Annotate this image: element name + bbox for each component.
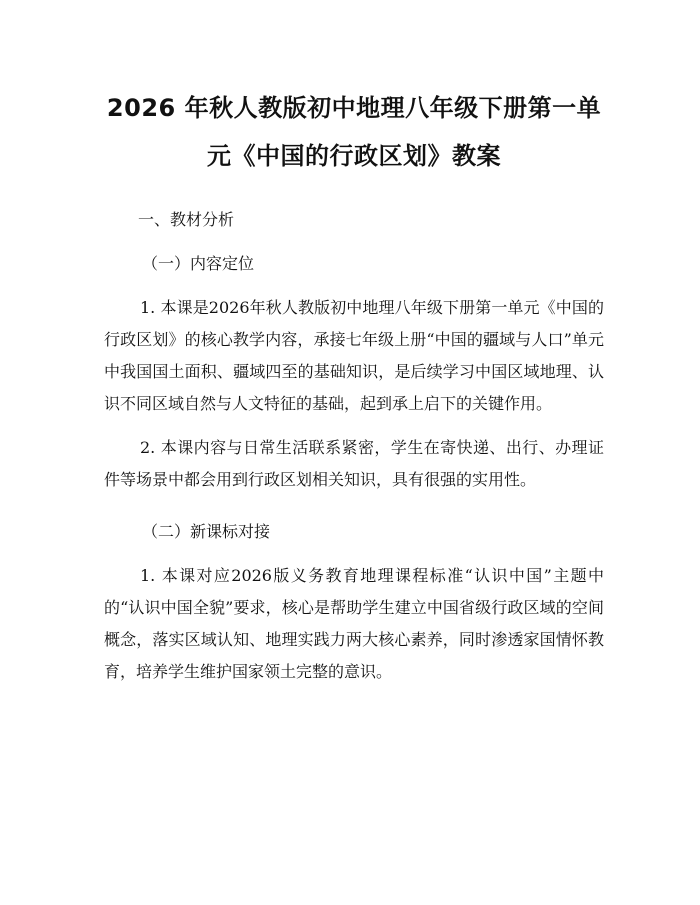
paragraph-2: 2. 本课内容与日常生活联系紧密，学生在寄快递、出行、办理证件等场景中都会用到行政区划相关知识，具有很强的实用性。 — [104, 438, 604, 489]
paragraph-1: 1. 本课是2026年秋人教版初中地理八年级下册第一单元《中国的行政区划》的核心教学内容，承接七年级上册“中国的疆域与人口”单元中我国国土面积、疆域四至的基础知识，是后续学习中国区域地理、认识不同区域自然与人文特征的基础，起到承上启下的关键作用。 — [104, 298, 604, 413]
title-line-1: 2026 年秋人教版初中地理八年级下册第一单 — [106, 94, 602, 122]
subsection-heading-content-positioning: （一）内容定位 — [142, 254, 255, 273]
subsection-heading-curriculum-standard: （二）新课标对接 — [142, 522, 271, 541]
section-heading-textbook-analysis: 一、教材分析 — [138, 210, 235, 229]
document-title — [104, 0, 604, 180]
title-line-2: 元《中国的行政区划》教案 — [207, 142, 501, 170]
paragraph-3: 1. 本课对应2026版义务教育地理课程标准“认识中国”主题中的“认识中国全貌”要求，核心是帮助学生建立中国省级行政区域的空间概念，落实区域认知、地理实践力两大核心素养，同时渗透家国情怀教育，培养学生维护国家领土完整的意识。 — [104, 566, 604, 681]
